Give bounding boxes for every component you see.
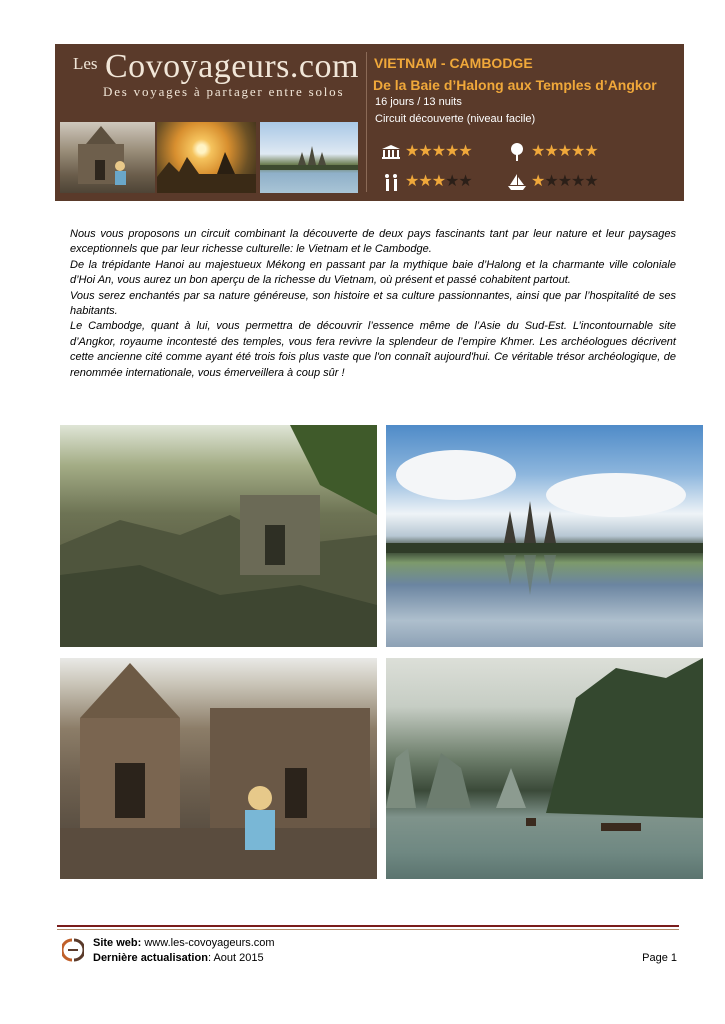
footer-site — [93, 937, 275, 949]
tour-duration: 16 jours / 13 nuits — [375, 96, 462, 108]
intro-text — [70, 227, 676, 381]
footer-rule-thin — [57, 929, 679, 930]
star-filled-icon: ★ — [557, 143, 572, 160]
intro-paragraph: Nous vous proposons un circuit combinant la découverte de deux pays fascinants tant par leur nature et leur paysages exceptionnels que par leur richesse culturelle: le Vietnam et le Cambodge. — [70, 228, 676, 256]
star-filled-icon: ★ — [431, 173, 446, 190]
star-filled-icon: ★ — [458, 143, 472, 160]
rating-walking — [381, 174, 472, 190]
photo-angkor-wat-reflection — [386, 425, 703, 647]
site-link[interactable]: www.les-covoyageurs.com — [144, 937, 275, 949]
star-empty-icon: ★ — [445, 173, 459, 190]
tour-subtitle: De la Baie d’Halong aux Temples d’Angkor — [373, 77, 657, 93]
footer-rule — [57, 925, 679, 927]
footer-update — [93, 952, 264, 964]
thumbnail-angkor-wat — [260, 122, 358, 193]
banner-divider — [366, 52, 367, 192]
star-filled-icon: ★ — [531, 143, 545, 160]
culture-icon — [381, 144, 401, 160]
star-empty-icon: ★ — [458, 173, 472, 190]
nature-icon — [507, 144, 527, 160]
rating-stars — [405, 144, 472, 160]
boat-icon — [507, 174, 527, 190]
star-filled-icon: ★ — [431, 143, 446, 160]
star-filled-icon: ★ — [405, 173, 419, 190]
update-value: : Aout 2015 — [207, 952, 264, 964]
site-label: Site web: — [93, 937, 142, 949]
logo-les-text: Les — [73, 54, 98, 73]
walking-icon — [381, 174, 401, 190]
star-filled-icon: ★ — [544, 143, 558, 160]
star-empty-icon: ★ — [571, 173, 585, 190]
star-filled-icon: ★ — [445, 143, 459, 160]
rating-nature — [507, 144, 598, 160]
star-filled-icon: ★ — [405, 143, 419, 160]
intro-paragraph: Le Cambodge, quant à lui, vous permettra de découvrir l’essence même de l’Asie du Sud-Est. L’incontournable site d’Angkor, royaume incontesté des temples, vous fera revivre la splendeur de l’empire Khmer. Les archéologues décrivent cette ancienne cité comme ayant été trois fois plus vaste que l'on connaît aujourd'hui. Ce véritable trésor archéologique, de renommée internationale, vous émerveillera à coup sûr ! — [70, 320, 676, 379]
thumbnail-temple — [60, 122, 155, 193]
logo-tagline: Des voyages à partager entre solos — [103, 84, 345, 99]
photo-ta-prohm-ruins — [60, 425, 377, 647]
photo-banteay-srei-temple — [60, 658, 377, 879]
intro-paragraph: De la trépidante Hanoi au majestueux Mékong en passant par la mythique baie d’Halong et la charmante ville coloniale d’Hoi An, vous aurez un bon aperçu de la richesse du Vietnam, où présent et passé cohabitent partout. — [70, 258, 676, 287]
photo-halong-bay — [386, 658, 703, 879]
rating-stars — [405, 174, 472, 190]
star-filled-icon: ★ — [418, 143, 432, 160]
destination-title: VIETNAM - CAMBODGE — [374, 55, 533, 71]
thumbnail-halong-sunset — [157, 122, 256, 193]
logo-brand: Covoyageurs.com — [105, 48, 359, 85]
star-filled-icon: ★ — [418, 173, 432, 190]
rating-stars — [531, 174, 598, 190]
star-empty-icon: ★ — [557, 173, 572, 190]
star-filled-icon: ★ — [531, 173, 545, 190]
header-banner — [55, 44, 684, 201]
tour-level: Circuit découverte (niveau facile) — [375, 113, 536, 125]
star-filled-icon: ★ — [571, 143, 585, 160]
star-filled-icon: ★ — [584, 143, 598, 160]
rating-stars — [531, 144, 598, 160]
star-empty-icon: ★ — [584, 173, 598, 190]
rating-culture — [381, 144, 472, 160]
covoyageurs-logo-icon — [62, 937, 84, 963]
star-empty-icon: ★ — [544, 173, 558, 190]
page-number: Page 1 — [642, 952, 677, 964]
rating-boat — [507, 174, 598, 190]
intro-paragraph: Vous serez enchantés par sa nature généreuse, son histoire et sa culture passionnantes, ainsi que par l’hospitalité de ses habitants. — [70, 289, 676, 318]
update-label: Dernière actualisation — [93, 952, 208, 964]
